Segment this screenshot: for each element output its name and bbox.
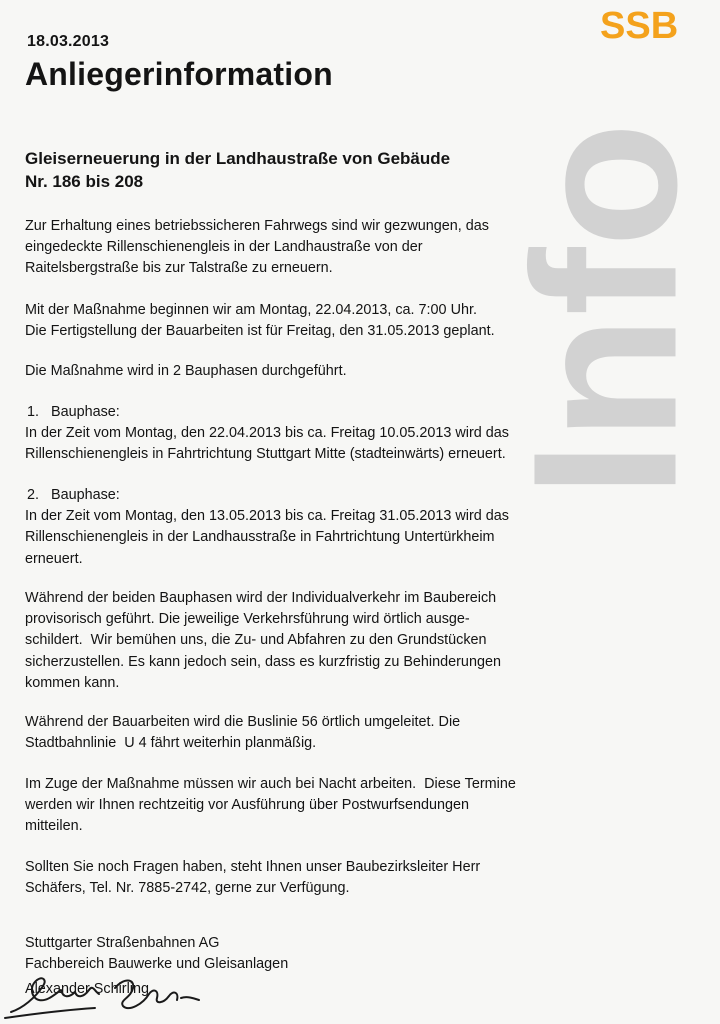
- text-line: Rillenschienengleis in der Landhausstraße in Fahrtrichtung Untertürkheim: [25, 529, 495, 546]
- text-line: Die Fertigstellung der Bauarbeiten ist für Freitag, den 31.05.2013 geplant.: [25, 323, 495, 340]
- text-line: Die Maßnahme wird in 2 Bauphasen durchgeführt.: [25, 363, 347, 379]
- handwritten-signature: [3, 968, 243, 1020]
- phase-2-heading: 2. Bauphase:: [27, 487, 120, 503]
- sender-department: Fachbereich Bauwerke und Gleisanlagen: [25, 956, 289, 973]
- text-line: sicherzustellen. Es kann jedoch sein, dass es kurzfristig zu Behinderungen: [25, 653, 501, 670]
- subject-heading: [25, 147, 585, 193]
- ssb-logo: SSB: [600, 5, 679, 47]
- text-line: Im Zuge der Maßnahme müssen wir auch bei Nacht arbeiten. Diese Termine: [25, 776, 516, 792]
- letter-date: 18.03.2013: [27, 33, 110, 50]
- text-line: Während der Bauarbeiten wird die Buslinie 56 örtlich umgeleitet. Die: [25, 714, 461, 730]
- paragraph-traffic: [25, 588, 585, 694]
- paragraph-schedule: [25, 300, 585, 342]
- info-watermark: Info: [490, 122, 720, 498]
- paragraph-intro: [25, 216, 585, 280]
- paragraph-contact: [25, 857, 585, 899]
- paragraph-night-work: [25, 774, 585, 838]
- sender-company: Stuttgarter Straßenbahnen AG: [25, 935, 220, 951]
- paragraph-phase-1: [25, 402, 585, 466]
- text-line: Mit der Maßnahme beginnen wir am Montag, 22.04.2013, ca. 7:00 Uhr.: [25, 302, 477, 318]
- text-line: In der Zeit vom Montag, den 22.04.2013 bis ca. Freitag 10.05.2013 wird das: [25, 425, 509, 442]
- text-line: erneuert.: [25, 550, 83, 567]
- paragraph-phase-2: [25, 485, 585, 570]
- paragraph-phases-count: [25, 361, 585, 382]
- text-line: Stadtbahnlinie U 4 fährt weiterhin planmäßig.: [25, 735, 317, 752]
- subject-line: Nr. 186 bis 208: [25, 172, 144, 191]
- text-line: In der Zeit vom Montag, den 13.05.2013 bis ca. Freitag 31.05.2013 wird das: [25, 508, 509, 525]
- text-line: Schäfers, Tel. Nr. 7885-2742, gerne zur Verfügung.: [25, 880, 350, 897]
- subject-line: Gleiserneuerung in der Landhaustraße von Gebäude: [25, 149, 451, 168]
- page-title: Anliegerinformation: [25, 56, 333, 92]
- text-line: Raitelsbergstraße bis zur Talstraße zu erneuern.: [25, 260, 333, 277]
- text-line: Zur Erhaltung eines betriebssicheren Fahrwegs sind wir gezwungen, das: [25, 218, 489, 234]
- text-line: mitteilen.: [25, 818, 83, 835]
- text-line: eingedeckte Rillenschienengleis in der Landhaustraße von der: [25, 239, 423, 256]
- text-line: schildert. Wir bemühen uns, die Zu- und Abfahren zu den Grundstücken: [25, 632, 487, 649]
- text-line: Während der beiden Bauphasen wird der Individualverkehr im Baubereich: [25, 590, 497, 606]
- text-line: Rillenschienengleis in Fahrtrichtung Stuttgart Mitte (stadteinwärts) erneuert.: [25, 446, 506, 463]
- text-line: kommen kann.: [25, 674, 120, 691]
- paragraph-bus: [25, 712, 585, 754]
- sender-name: Alexander Schirling: [25, 981, 149, 998]
- text-line: werden wir Ihnen rechtzeitig vor Ausführung über Postwurfsendungen: [25, 797, 469, 814]
- text-line: Sollten Sie noch Fragen haben, steht Ihnen unser Baubezirksleiter Herr: [25, 859, 481, 875]
- phase-1-heading: 1. Bauphase:: [27, 404, 120, 420]
- text-line: provisorisch geführt. Die jeweilige Verkehrsführung wird örtlich ausge-: [25, 611, 470, 628]
